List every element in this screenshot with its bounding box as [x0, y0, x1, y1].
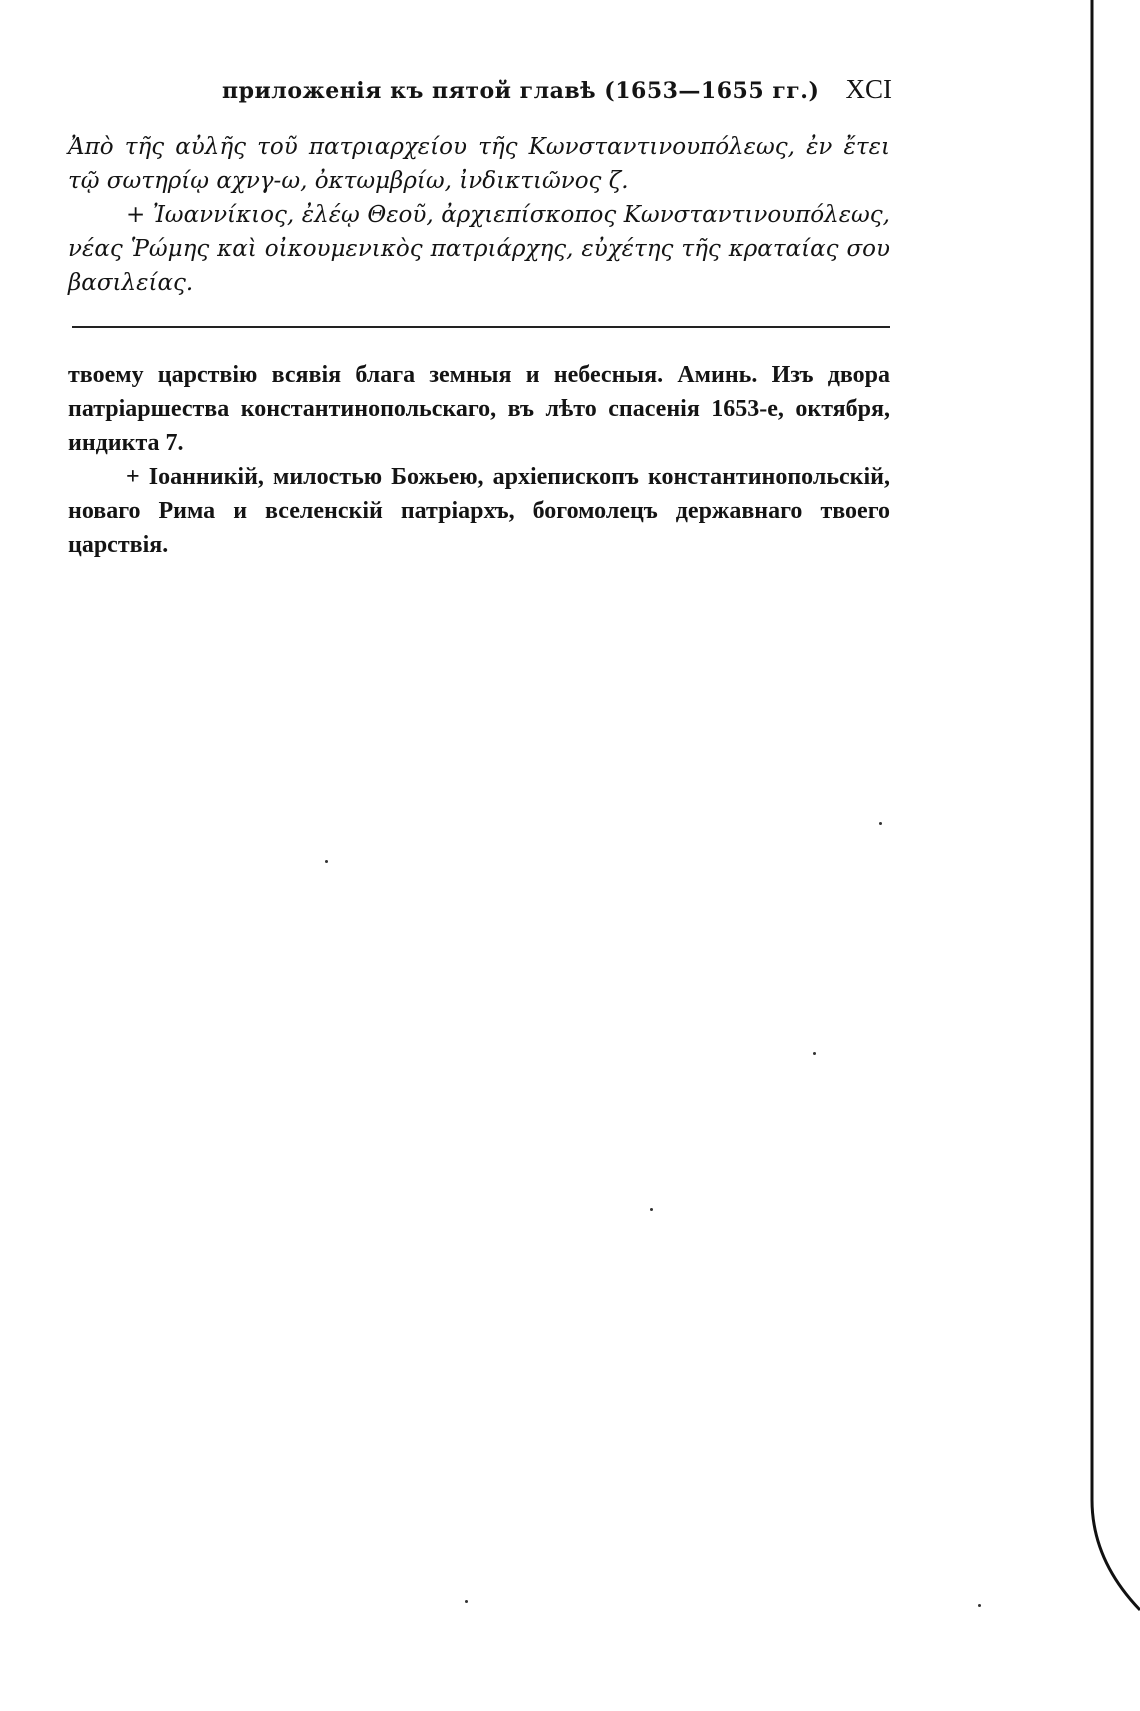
russian-paragraph-1: твоему царствiю всявiя блага земныя и небесныя. Аминь. Изъ двора патрiаршества константинопольскаго, въ лѣто спасенiя 1653-е, октября, индикта 7. — [68, 362, 890, 456]
page-number: XCI — [845, 74, 892, 104]
section-divider — [72, 326, 890, 328]
scan-speck — [650, 1208, 653, 1211]
greek-paragraph-1: Ἀπὸ τῆς αὐλῆς τοῦ πατριαρχείου τῆς Κωνσταντινουπόλεως, ἐν ἔτει τῷ σωτηρίῳ αχνγ-ω, ὀκτωμβρίω, ἰνδικτιῶνος ζ. — [68, 134, 890, 194]
russian-paragraph-2: + Iоанникiй, милостью Божьею, архiепископъ константинопольскiй, новаго Рима и вселенскiй патрiархъ, богомолецъ державнаго твоего царствiя. — [68, 464, 890, 558]
greek-text-block — [68, 130, 890, 300]
russian-text-block — [68, 358, 890, 562]
running-title: приложенiя къ пятой главѣ (1653—1655 гг.) — [222, 78, 820, 104]
scan-speck — [879, 822, 882, 825]
greek-paragraph-2: + Ἰωαννίκιος, ἐλέῳ Θεοῦ, ἀρχιεπίσκοπος Κωνσταντινουπόλεως, νέας Ῥώμης καὶ οἰκουμενικὸς πατριάρχης, εὐχέτης τῆς κραταίας σου βασιλείας. — [68, 202, 890, 296]
scan-speck — [325, 860, 328, 863]
scan-speck — [978, 1604, 981, 1607]
page-header — [222, 70, 892, 110]
scan-speck — [465, 1600, 468, 1603]
scan-speck — [813, 1052, 816, 1055]
book-page-edge — [1084, 0, 1140, 1711]
